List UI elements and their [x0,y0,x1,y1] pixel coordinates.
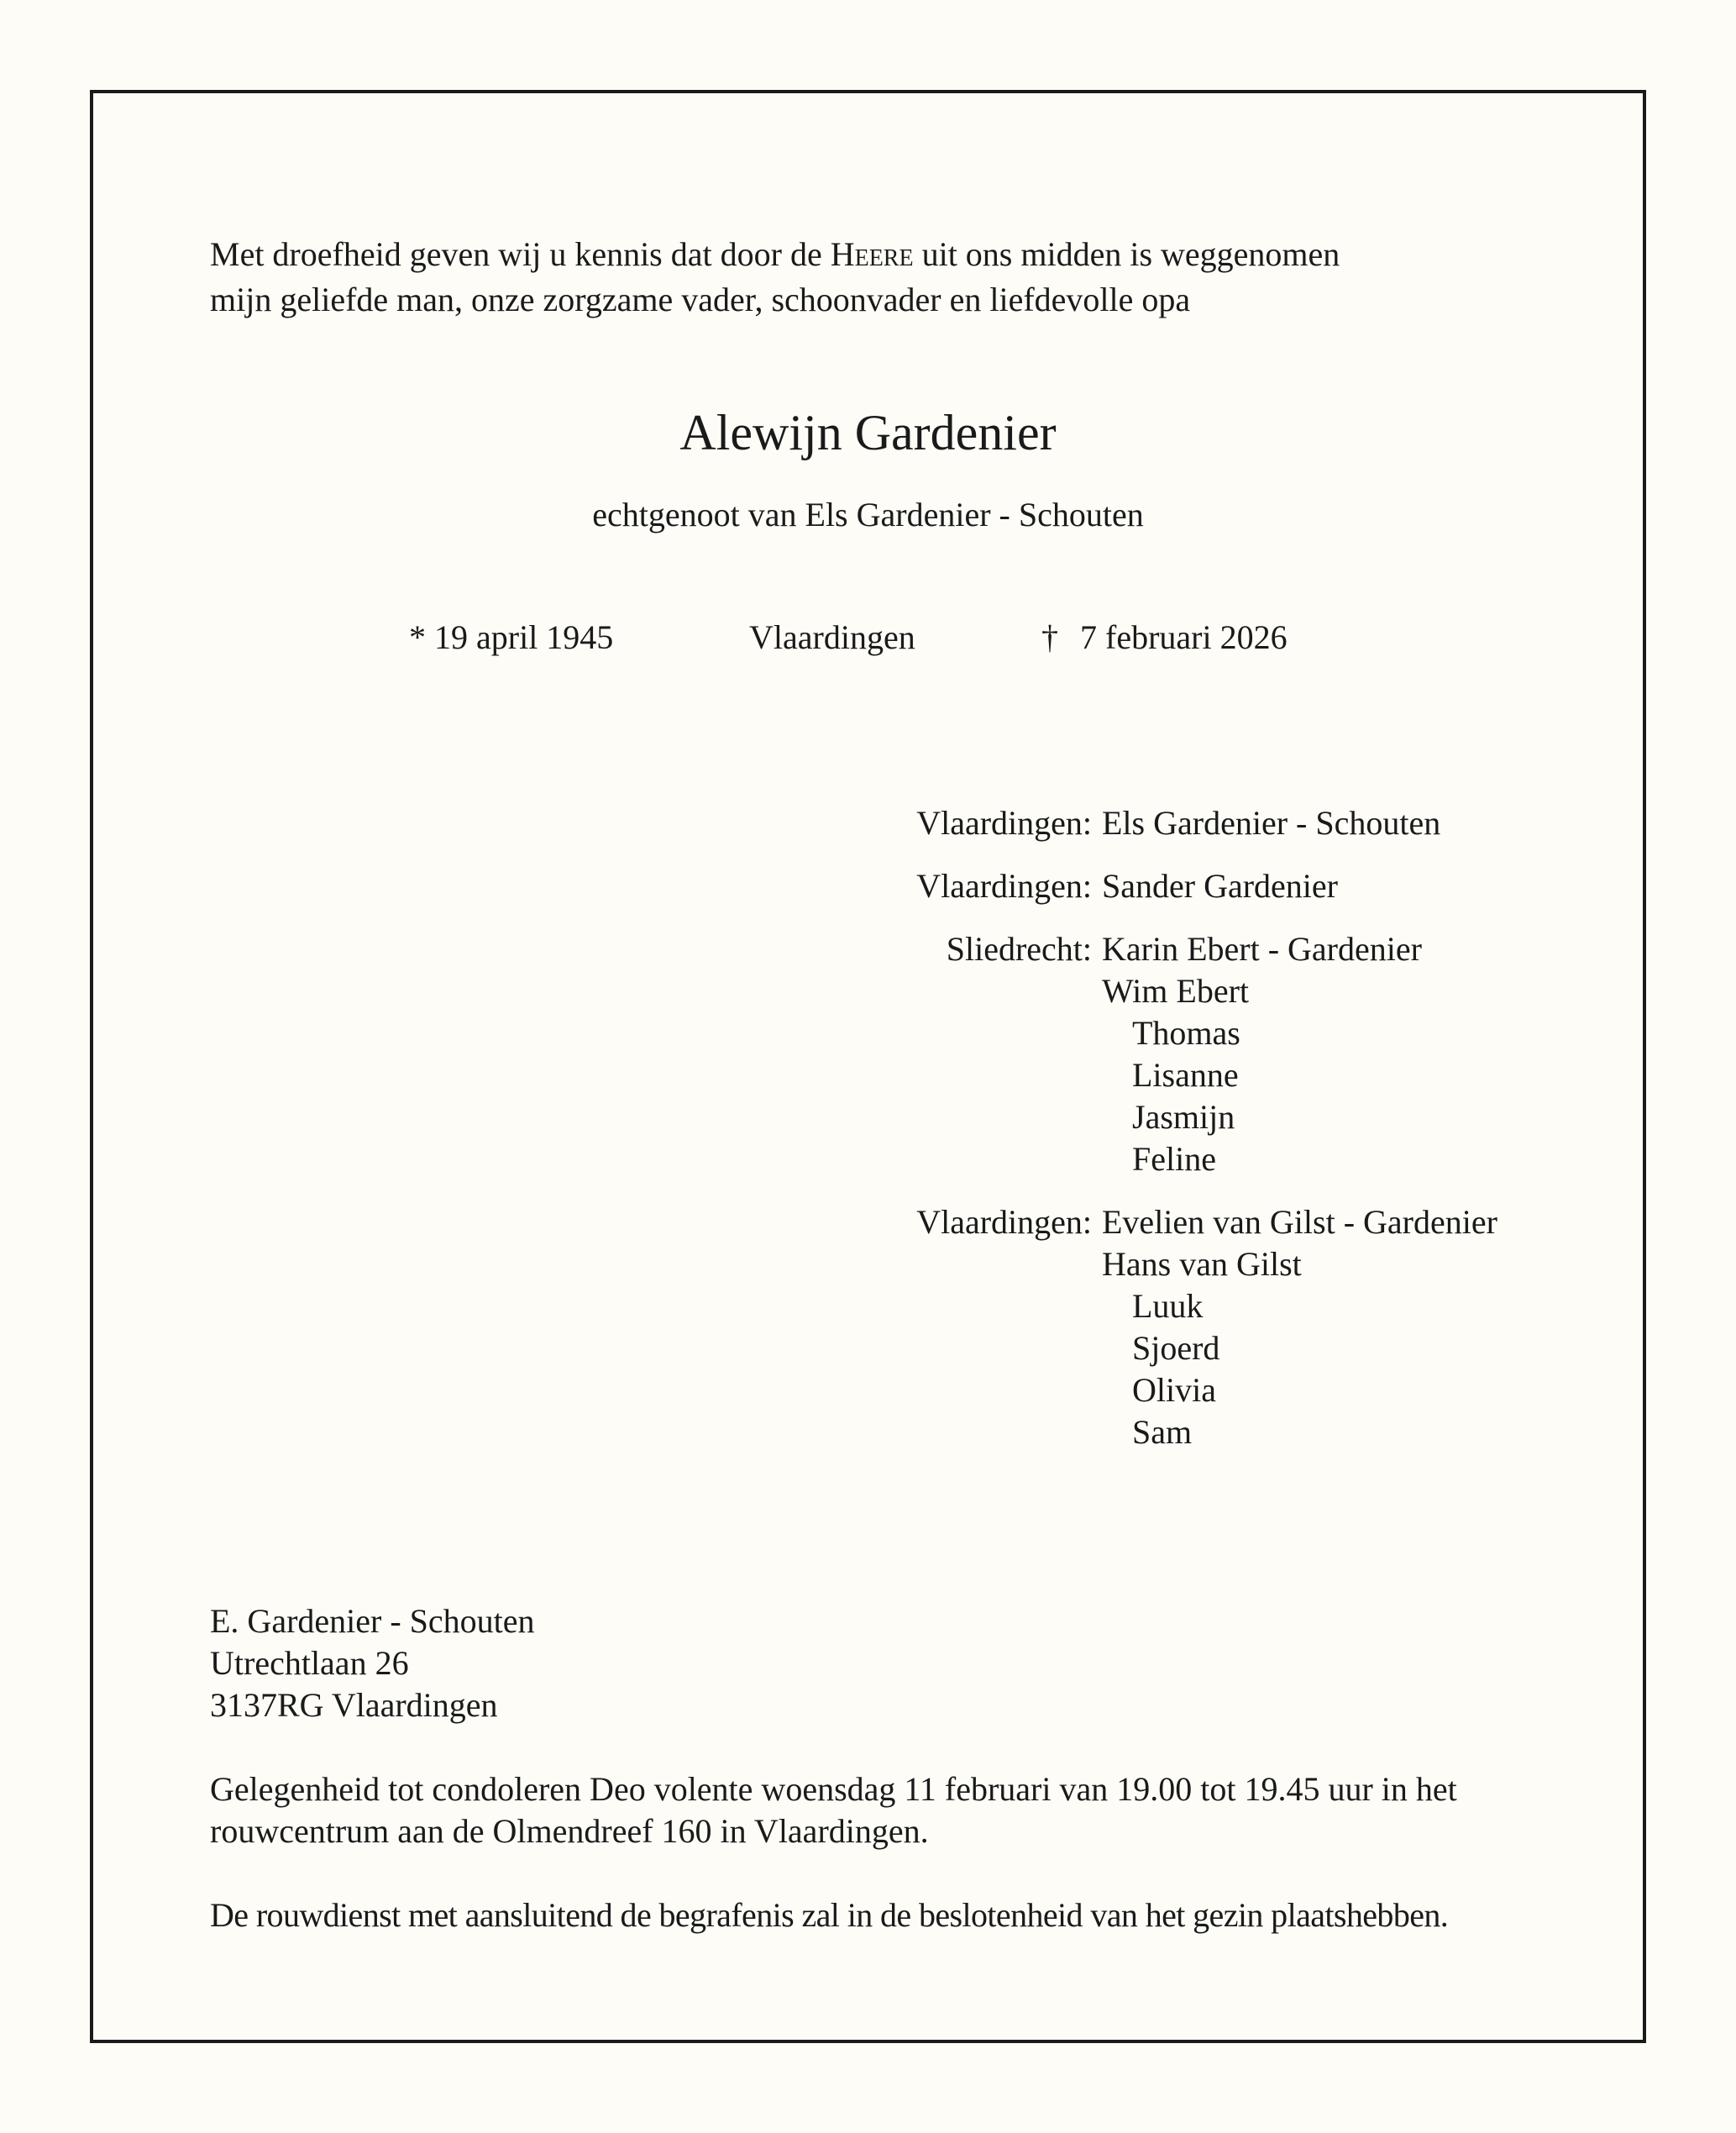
family-member: Karin Ebert - Gardenier [1102,930,1422,968]
condolence-line-1: Gelegenheid tot condoleren Deo volente woensdag 11 februari van 19.00 tot 19.45 uur in het [210,1770,1457,1808]
family-group [0,1201,1736,1453]
family-group [0,865,1736,907]
birth-date: * 19 april 1945 [409,618,614,656]
cross-icon: † [1041,618,1058,656]
family-names [1102,802,1736,844]
deceased-name: Alewijn Gardenier [679,405,1057,460]
family-names [1102,865,1736,907]
address-name: E. Gardenier - Schouten [210,1602,535,1640]
family-group [0,802,1736,844]
grandchild: Thomas [1132,1014,1240,1052]
address-block [210,1600,535,1726]
family-member: Sander Gardenier [1102,867,1338,905]
intro-text [210,232,1554,323]
grandchild: Sjoerd [1132,1329,1220,1367]
family-location: Sliedrecht: [946,930,1092,968]
grandchild: Lisanne [1132,1056,1239,1094]
grandchild: Sam [1132,1413,1193,1451]
family-location: Vlaardingen: [916,867,1092,905]
family-member: Evelien van Gilst - Gardenier [1102,1203,1497,1241]
family-location: Vlaardingen: [916,804,1092,842]
intro-line-1: Met droefheid geven wij u kennis dat door de Heere uit ons midden is weggenomen [210,235,1340,273]
family-member: Wim Ebert [1102,972,1249,1010]
grandchild: Jasmijn [1132,1098,1235,1136]
grandchild: Feline [1132,1140,1216,1178]
address-street: Utrechtlaan 26 [210,1644,409,1682]
family-names [1102,1201,1736,1453]
condolence-line-2: rouwcentrum aan de Olmendreef 160 in Vlaardingen. [210,1812,929,1850]
address-city: 3137RG Vlaardingen [210,1686,498,1724]
family-names [1102,928,1736,1180]
intro-line-2: mijn geliefde man, onze zorgzame vader, schoonvader en liefdevolle opa [210,281,1191,318]
family-group [0,928,1736,1180]
service-text: De rouwdienst met aansluitend de begrafenis zal in de beslotenheid van het gezin plaatshebben. [210,1896,1449,1934]
family-member: Els Gardenier - Schouten [1102,804,1441,842]
family-location: Vlaardingen: [916,1203,1092,1241]
death-date: † 7 februari 2026 [1041,618,1288,656]
spouse-line: echtgenoot van Els Gardenier - Schouten [592,496,1144,533]
family-member: Hans van Gilst [1102,1245,1302,1283]
place: Vlaardingen [749,618,915,656]
grandchild: Olivia [1132,1371,1216,1409]
heere-word: Heere [830,235,914,273]
condolence-text [210,1768,1537,1852]
grandchild: Luuk [1132,1287,1204,1325]
family-list [0,802,1736,1474]
